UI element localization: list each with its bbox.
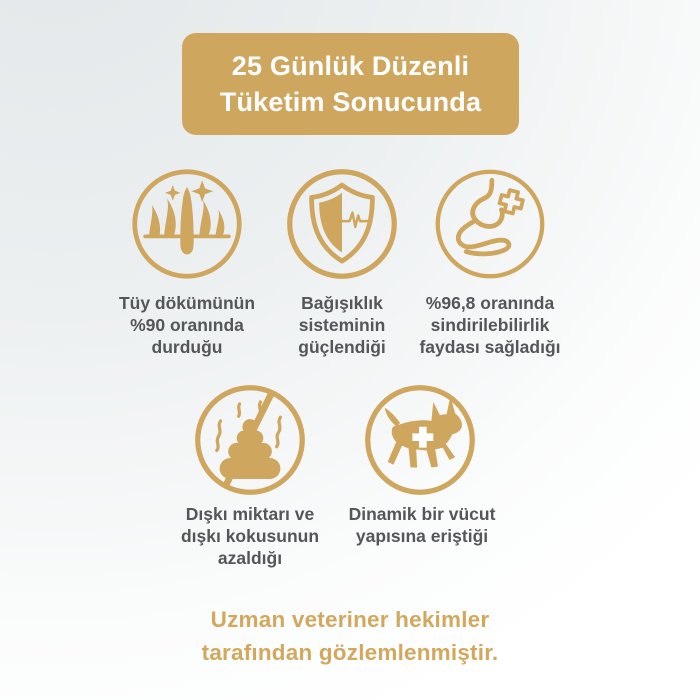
- caption-stool: [152, 503, 348, 569]
- caption-dynamic-body: [324, 503, 520, 547]
- caption-line: güçlendiği: [298, 337, 386, 357]
- immune-shield-icon: [285, 167, 399, 281]
- caption-line: %90 oranında: [130, 315, 244, 335]
- caption-line: dışkı kokusunun: [180, 526, 320, 546]
- digestive-system-icon: [433, 167, 547, 281]
- caption-line: Dışkı miktarı ve: [185, 504, 315, 524]
- fur-shedding-icon-svg: [130, 167, 244, 281]
- caption-line: faydası sağladığı: [419, 337, 561, 357]
- caption-line: %96,8 oranında: [425, 293, 555, 313]
- dynamic-dog-icon-svg: [363, 383, 477, 497]
- caption-digestibility: [392, 292, 588, 358]
- header-banner: [182, 33, 519, 135]
- caption-line: Tüy dökümünün: [118, 293, 256, 313]
- immune-shield-icon-svg: [285, 167, 399, 281]
- footer-line-2: tarafından gözlemlenmiştir.: [201, 640, 499, 665]
- no-stool-icon: [193, 383, 307, 497]
- no-stool-icon-svg: [193, 383, 307, 497]
- header-line-1: 25 Günlük Düzenli: [231, 51, 470, 81]
- caption-line: Bağışıklık: [301, 293, 383, 313]
- caption-line: durduğu: [151, 337, 223, 357]
- digestive-system-icon-svg: [433, 167, 547, 281]
- caption-line: sindirilebilirlik: [430, 315, 550, 335]
- caption-line: azaldığı: [217, 548, 283, 568]
- dynamic-dog-icon: [363, 383, 477, 497]
- caption-line: sisteminin: [298, 315, 386, 335]
- header-line-2: Tüketim Sonucunda: [219, 87, 482, 117]
- footer-line-1: Uzman veteriner hekimler: [210, 607, 490, 632]
- footer-note: [0, 603, 700, 669]
- fur-shedding-icon: [130, 167, 244, 281]
- caption-line: yapısına eriştiği: [355, 526, 489, 546]
- caption-line: Dinamik bir vücut: [348, 504, 496, 524]
